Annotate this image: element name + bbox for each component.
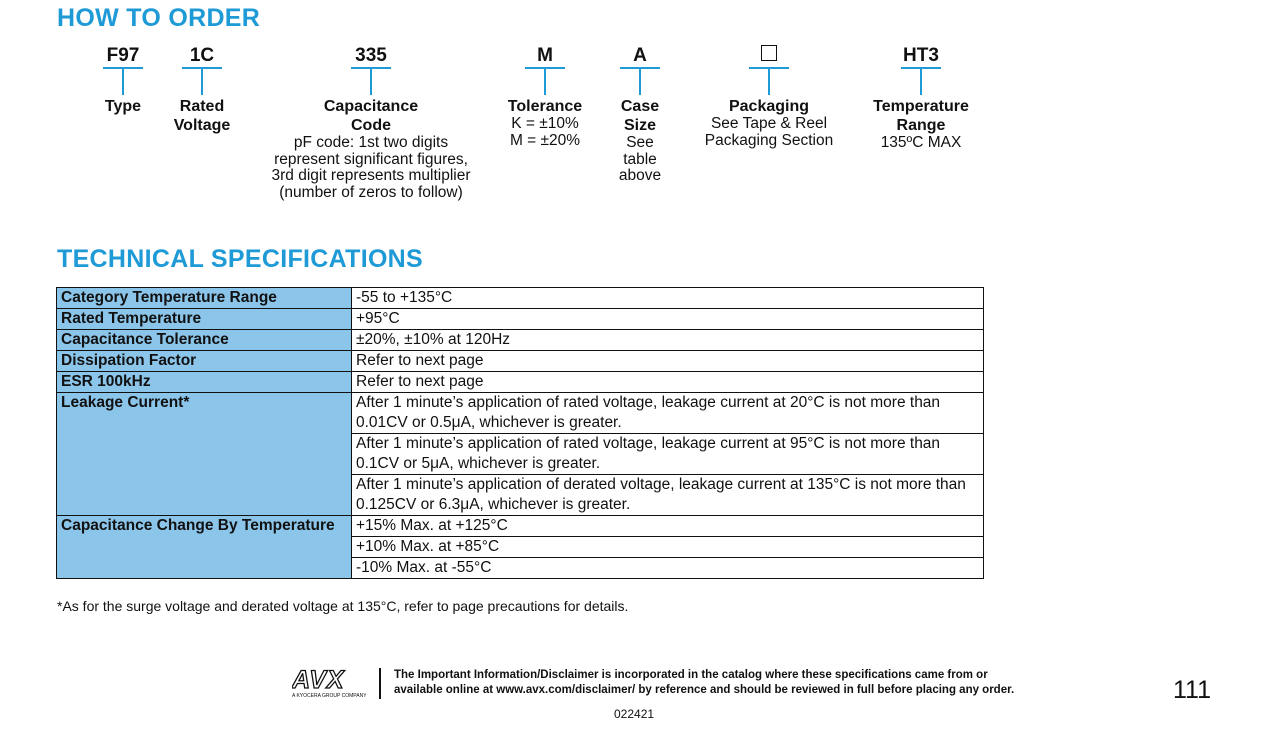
order-field-packaging	[689, 45, 849, 149]
spec-row	[57, 288, 984, 309]
spec-value: After 1 minute’s application of rated voltage, leakage current at 20°C is not more than 0.01CV or 0.5μA, whichever is greater.	[352, 393, 984, 434]
disclaimer	[394, 668, 1014, 698]
connector-tee	[157, 67, 247, 97]
order-field-description: pF code: 1st two digits represent significant figures, 3rd digit represents multiplier (number of zeros to follow)	[271, 134, 471, 201]
order-field-label: Capacitance Code	[323, 98, 419, 134]
avx-logo-subtitle: A KYOCERA GROUP COMPANY	[292, 693, 366, 699]
order-code-value: F97	[106, 45, 140, 66]
order-field-description: See Tape & Reel Packaging Section	[704, 115, 834, 149]
order-field-label: Packaging	[728, 98, 810, 115]
order-field-temperature-range	[861, 45, 981, 152]
spec-value: -55 to +135°C	[352, 288, 984, 309]
order-code-value: 1C	[189, 45, 215, 66]
connector-tee	[78, 67, 168, 97]
spec-key: Dissipation Factor	[57, 351, 352, 372]
spec-key: Category Temperature Range	[57, 288, 352, 309]
spec-row	[57, 393, 984, 434]
spec-value: ±20%, ±10% at 120Hz	[352, 330, 984, 351]
order-field-capacitance-code	[251, 45, 491, 201]
order-field-case-size	[610, 45, 670, 185]
document-code: 022421	[614, 707, 655, 721]
tech-specs-table	[56, 287, 984, 579]
avx-logo-text: AVX	[292, 667, 345, 694]
connector-tee	[689, 67, 849, 97]
spec-value: Refer to next page	[352, 351, 984, 372]
disclaimer-line-2: available online at www.avx.com/disclaimer/ by reference and should be reviewed in full before placing any order.	[394, 684, 1015, 696]
spec-key: Leakage Current*	[57, 393, 352, 516]
order-field-label: Temperature Range	[873, 98, 969, 134]
spec-key: Rated Temperature	[57, 309, 352, 330]
order-field-description: K = ±10% M = ±20%	[509, 115, 581, 149]
order-field-label: Tolerance	[507, 98, 583, 115]
order-field-description: See table above	[618, 134, 662, 184]
footer-divider	[379, 668, 381, 699]
spec-key: Capacitance Change By Temperature	[57, 516, 352, 579]
spec-row	[57, 330, 984, 351]
connector-tee	[500, 67, 590, 97]
spec-key: ESR 100kHz	[57, 372, 352, 393]
blank-box-icon	[761, 45, 777, 61]
order-field-rated-voltage	[157, 45, 247, 135]
order-field-type	[78, 45, 168, 116]
spec-value: After 1 minute’s application of derated voltage, leakage current at 135°C is not more than 0.125CV or 6.3μA, whichever is greater.	[352, 475, 984, 516]
order-code-value: M	[537, 45, 553, 66]
order-code-value: A	[633, 45, 647, 66]
connector-tee	[861, 67, 981, 97]
tech-specs-title: TECHNICAL SPECIFICATIONS	[57, 245, 424, 273]
spec-key: Capacitance Tolerance	[57, 330, 352, 351]
connector-tee	[251, 67, 491, 97]
page-number: 111	[1173, 676, 1212, 704]
order-field-label: Case Size	[620, 98, 660, 134]
spec-value: After 1 minute’s application of rated voltage, leakage current at 95°C is not more than 0.1CV or 5μA, whichever is greater.	[352, 434, 984, 475]
order-code-value	[689, 45, 849, 67]
spec-value: +15% Max. at +125°C	[352, 516, 984, 537]
spec-value: +10% Max. at +85°C	[352, 537, 984, 558]
spec-value: +95°C	[352, 309, 984, 330]
order-field-label: Type	[104, 98, 142, 115]
order-field-description: 135ºC MAX	[880, 134, 962, 151]
spec-row	[57, 351, 984, 372]
spec-row	[57, 372, 984, 393]
avx-logo	[292, 667, 366, 704]
order-field-tolerance	[500, 45, 590, 149]
order-code-value: 335	[355, 45, 387, 66]
spec-value: -10% Max. at -55°C	[352, 558, 984, 579]
spec-value: Refer to next page	[352, 372, 984, 393]
how-to-order-title: HOW TO ORDER	[57, 4, 261, 32]
footnote: *As for the surge voltage and derated voltage at 135°C, refer to page precautions for details.	[57, 598, 629, 614]
disclaimer-line-1: The Important Information/Disclaimer is incorporated in the catalog where these specifications came from or	[394, 669, 988, 681]
order-field-label: Rated Voltage	[173, 98, 231, 134]
spec-row	[57, 516, 984, 537]
order-code-value: HT3	[903, 45, 939, 66]
connector-tee	[610, 67, 670, 97]
spec-row	[57, 309, 984, 330]
